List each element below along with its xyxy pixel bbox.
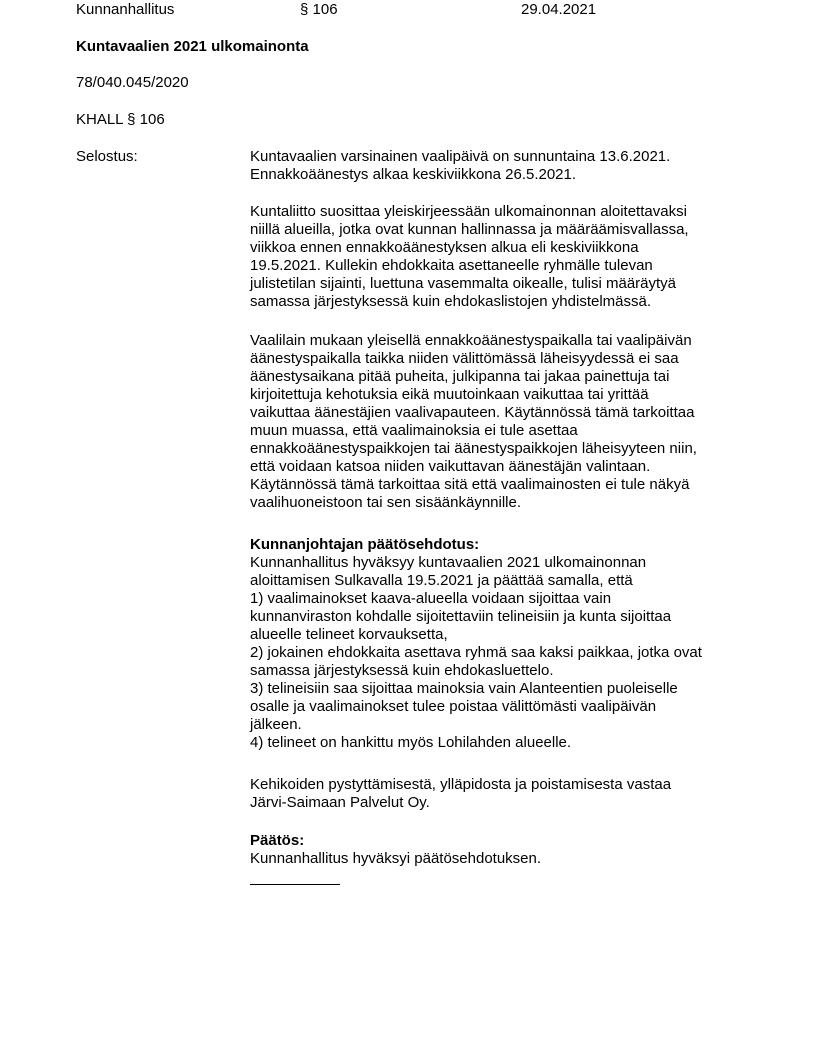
text-line: julistetilan sijainti, luettuna vasemmalta oikealle, tulisi määräytyä <box>250 275 677 292</box>
header-body: Kunnanhallitus <box>76 1 175 18</box>
decision-section <box>250 832 750 868</box>
text-line: kirjoitettuja kehotuksia eikä muutoinkaan vaikuttaa tai yrittää <box>250 386 649 403</box>
text-line: 4) telineet on hankittu myös Lohilahden alueelle. <box>250 734 572 751</box>
text-line: kunnanviraston kohdalle sijoitettaviin telineisiin ja kunta sijoittaa <box>250 608 672 625</box>
proposal-section <box>250 536 750 752</box>
text-line: Kuntaliitto suosittaa yleiskirjeessään ulkomainonnan aloitettavaksi <box>250 203 687 220</box>
text-line: muun muassa, että vaalimainoksia ei tule asettaa <box>250 422 578 439</box>
proposal-heading: Kunnanjohtajan päätösehdotus: <box>250 536 480 553</box>
text-line: 1) vaalimainokset kaava-alueella voidaan sijoittaa vain <box>250 590 612 607</box>
text-line: Ennakkoäänestys alkaa keskiviikkona 26.5.2021. <box>250 166 577 183</box>
text-line: samassa järjestyksessä kuin ehdokaslistojen yhdistelmässä. <box>250 293 652 310</box>
text-line: ennakkoäänestyspaikkojen tai äänestyspaikkojen läheisyyteen niin, <box>250 440 697 457</box>
case-number: 78/040.045/2020 <box>76 74 189 91</box>
text-line: alueelle telineet korvauksetta, <box>250 626 448 643</box>
text-line: vaikuttaa äänestäjien vaalivapauteen. Käytännössä tämä tarkoittaa <box>250 404 695 421</box>
decision-heading: Päätös: <box>250 832 305 849</box>
text-line: Kehikoiden pystyttämisestä, ylläpidosta ja poistamisesta vastaa <box>250 776 672 793</box>
text-line: Vaalilain mukaan yleisellä ennakkoäänestyspaikalla tai vaalipäivän <box>250 332 692 349</box>
maintenance-paragraph <box>250 776 750 812</box>
selostus-paragraph-2 <box>250 203 750 311</box>
text-line: 2) jokainen ehdokkaita asettava ryhmä saa kaksi paikkaa, jotka ovat <box>250 644 702 661</box>
text-line: Kunnanhallitus hyväksyy kuntavaalien 2021 ulkomainonnan <box>250 554 647 571</box>
decision-text: Kunnanhallitus hyväksyi päätösehdotuksen. <box>250 850 542 867</box>
header-section: § 106 <box>300 1 338 18</box>
header-date: 29.04.2021 <box>521 1 597 18</box>
text-line: aloittamisen Sulkavalla 19.5.2021 ja päättää samalla, että <box>250 572 633 589</box>
text-line: äänestyspaikalla taikka niiden välittömässä läheisyydessä ei saa <box>250 350 679 367</box>
text-line: että voidaan katsoa niiden vaikuttavan äänestäjän valintaan. <box>250 458 651 475</box>
text-line: samassa järjestyksessä kuin ehdokasluettelo. <box>250 662 554 679</box>
text-line: vaalihuoneistoon tai sen sisäänkäynnille. <box>250 494 522 511</box>
text-line: 19.5.2021. Kullekin ehdokkaita asettaneelle ryhmälle tulevan <box>250 257 653 274</box>
khall-reference: KHALL § 106 <box>76 111 165 128</box>
text-line: Järvi-Saimaan Palvelut Oy. <box>250 794 430 811</box>
text-line: äänestysaikana pitää puheita, julkipanna tai jakaa painettuja tai <box>250 368 670 385</box>
text-line: osalle ja vaalimainokset tulee poistaa välittömästi vaalipäivän <box>250 698 657 715</box>
closing-divider <box>250 884 340 885</box>
selostus-paragraph-1 <box>250 148 750 184</box>
selostus-label: Selostus: <box>76 148 138 165</box>
text-line: viikkoa ennen ennakkoäänestyksen alkua eli keskiviikkona <box>250 239 639 256</box>
page-title: Kuntavaalien 2021 ulkomainonta <box>76 38 309 55</box>
text-line: niillä alueilla, jotka ovat kunnan hallinnassa ja määräämisvallassa, <box>250 221 689 238</box>
text-line: jälkeen. <box>250 716 302 733</box>
text-line: 3) telineisiin saa sijoittaa mainoksia vain Alanteentien puoleiselle <box>250 680 678 697</box>
text-line: Käytännössä tämä tarkoittaa sitä että vaalimainosten ei tule näkyä <box>250 476 690 493</box>
selostus-paragraph-3 <box>250 332 750 512</box>
text-line: Kuntavaalien varsinainen vaalipäivä on sunnuntaina 13.6.2021. <box>250 148 671 165</box>
